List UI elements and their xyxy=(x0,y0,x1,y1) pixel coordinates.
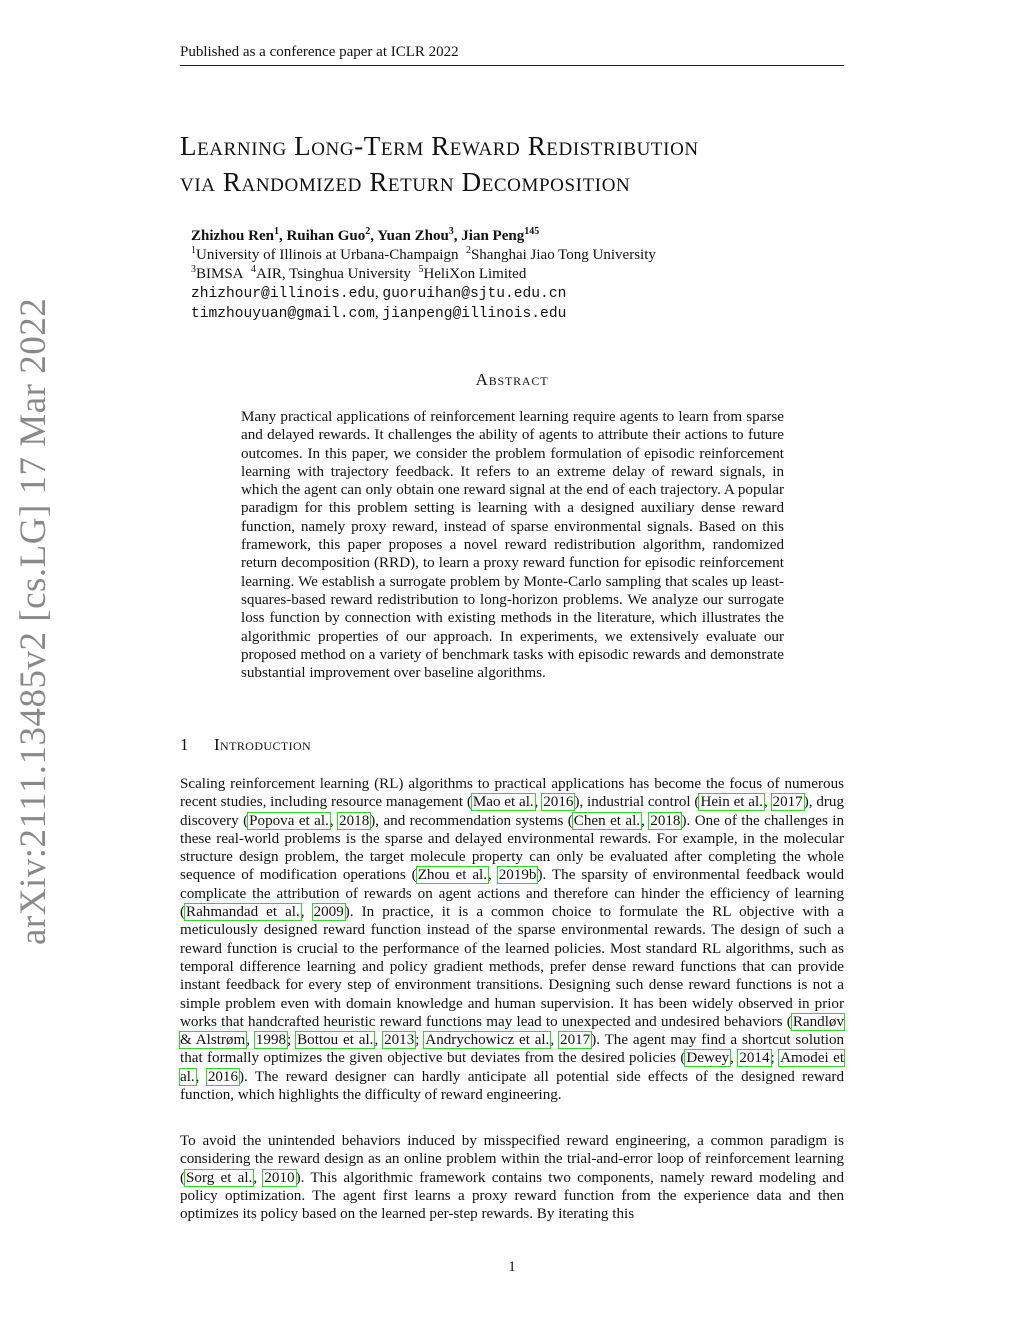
aff-sup: 3 xyxy=(191,264,196,275)
section-title: Introduction xyxy=(214,735,312,754)
arxiv-stamp[interactable]: arXiv:2111.13485v2 [cs.LG] 17 Mar 2022 xyxy=(13,297,54,945)
email-link[interactable]: jianpeng@illinois.edu xyxy=(382,306,567,322)
text-run: , xyxy=(534,794,543,811)
abstract-heading: Abstract xyxy=(475,370,549,389)
section-number: 1 xyxy=(180,735,189,754)
author-name: Yuan Zhou xyxy=(377,228,449,244)
citation-link[interactable]: 2010 xyxy=(264,1169,295,1186)
citation-link[interactable]: Dewey xyxy=(686,1050,730,1067)
text-run: , xyxy=(550,1032,560,1049)
text-run: ; xyxy=(770,1050,780,1067)
text-run: , xyxy=(763,794,772,811)
text-run: ). The reward designer can hardly anticipate all potential side effects of the designed reward function, which highlights the difficulty of reward engineering. xyxy=(180,1068,845,1104)
text-run: , xyxy=(374,1032,384,1049)
citation-link[interactable]: Zhou et al. xyxy=(417,867,487,884)
author-sup: 3 xyxy=(448,226,454,237)
paper-title xyxy=(180,128,860,200)
citation-link[interactable]: 2017 xyxy=(560,1032,591,1049)
citation-link[interactable]: Popova et al. xyxy=(249,812,329,829)
email-link[interactable]: zhizhour@illinois.edu xyxy=(191,286,375,302)
text-run: ), and recommendation systems ( xyxy=(370,812,573,829)
citation-link[interactable]: 1998 xyxy=(255,1032,287,1049)
author-sup: 2 xyxy=(365,226,371,237)
citation-link[interactable]: 2017 xyxy=(772,794,803,811)
text-run: , xyxy=(488,867,498,884)
text-run: ). This algorithmic framework contains two components, namely reward modeling and policy optimization. The agent first learns a proxy reward function from the experience data and then optimizes its policy based on the learned per-step rewards. By iterating this xyxy=(180,1169,844,1223)
page-number: 1 xyxy=(508,1259,516,1275)
affiliation: AIR, Tsinghua University xyxy=(256,266,411,282)
text-run: , xyxy=(730,1050,739,1067)
text-run: , xyxy=(246,1032,255,1049)
citation-link[interactable]: 2014 xyxy=(739,1050,770,1067)
text-run: ), industrial control ( xyxy=(574,794,700,811)
citation-link[interactable]: Amodei et al. xyxy=(180,1050,845,1085)
author-sup: 1 xyxy=(273,226,279,237)
author-sup: 145 xyxy=(524,226,540,237)
text-run: ), drug discovery ( xyxy=(180,794,844,829)
text-run: , xyxy=(195,1068,207,1085)
text-run: Scaling reinforcement learning (RL) algorithms to practical applications has become the focus of numerous recent studies, including resource management ( xyxy=(180,776,844,811)
text-run: ). The sparsity of environmental feedback would complicate the attribution of rewards on agent actions and therefore can hinder the efficiency of learning ( xyxy=(180,867,845,921)
citation-link[interactable]: Andrychowicz et al. xyxy=(425,1032,550,1049)
text-run: , xyxy=(329,812,339,829)
author-name: Zhizhou Ren xyxy=(191,228,274,244)
citation-link[interactable]: Randløv & Alstrøm xyxy=(180,1013,844,1049)
affiliation-line-2 xyxy=(191,265,831,284)
intro-paragraph-1 xyxy=(180,775,844,1104)
title-line-1: Learning Long-Term Reward Redistribution xyxy=(180,131,699,161)
affiliation: BIMSA xyxy=(196,266,244,282)
email-link[interactable]: timzhouyuan@gmail.com xyxy=(191,306,375,322)
affiliation: HeliXon Limited xyxy=(423,266,527,282)
aff-sup: 2 xyxy=(465,245,471,256)
aff-sup: 1 xyxy=(191,245,196,256)
email-line-2: timzhouyuan@gmail.com, jianpeng@illinois.edu xyxy=(191,305,567,322)
citation-link[interactable]: Bottou et al. xyxy=(297,1032,374,1049)
text-run: ). One of the challenges in these real-world problems is the sparse and delayed environmental rewards. For example, in the molecular structure design problem, the target molecule property can only be evaluated after completing the whole sequence of modification operations ( xyxy=(180,812,845,884)
citation-link[interactable]: 2019b xyxy=(498,867,537,884)
text-run: ; xyxy=(287,1032,297,1049)
text-run: ). The agent may find a shortcut solution that formally optimizes the given objective but deviates from the desired policies ( xyxy=(180,1032,845,1067)
aff-sup: 5 xyxy=(418,264,424,275)
citation-link[interactable]: Mao et al. xyxy=(472,794,534,811)
text-run: ). In practice, it is a common choice to formulate the RL objective with a meticulously designed reward function instead of the sparse environmental rewards. The design of such a reward function is crucial to the performance of the learned policies. Most standard RL algorithms, such as temporal difference learning and policy gradient methods, prefer dense reward functions that can provide instant feedback for every step of environment transitions. Designing such dense reward functions is not a simple problem even with domain knowledge and human supervision. It has been widely observed in prior works that handcrafted heuristic reward functions may lead to unexpected and undesired behaviors ( xyxy=(180,904,844,1030)
running-header: Published as a conference paper at ICLR 2022 xyxy=(180,44,459,60)
citation-link[interactable]: 2016 xyxy=(543,794,574,811)
section-heading xyxy=(180,735,844,755)
citation-link[interactable]: 2018 xyxy=(339,812,370,829)
header-rule xyxy=(180,65,844,66)
citation-link[interactable]: 2013 xyxy=(384,1032,415,1049)
intro-paragraph-2 xyxy=(180,1132,844,1223)
affiliation: University of Illinois at Urbana-Champaign xyxy=(196,247,459,263)
author-block xyxy=(191,227,831,324)
citation-link[interactable]: Rahmandad et al. xyxy=(186,904,300,921)
citation-link[interactable]: Hein et al. xyxy=(700,794,763,811)
abstract-body: Many practical applications of reinforcement learning require agents to learn from sparse and delayed rewards. It challenges the ability of agents to attribute their actions to future outcomes. In this paper, we consider the problem formulation of episodic reinforcement learning with trajectory feedback. It refers to an extreme delay of reward signals, in which the agent can only obtain one reward signal at the end of each trajectory. A popular paradigm for this problem setting is learning with a designed auxiliary dense reward function, namely proxy reward, instead of sparse environmental signals. Based on this framework, this paper proposes a novel reward redistribution algorithm, randomized return decomposition (RRD), to learn a proxy reward function for episodic reinforcement learning. We establish a surrogate problem by Monte-Carlo sampling that scales up least-squares-based reward redistribution to long-horizon problems. We analyze our surrogate loss function by connection with existing methods in the literature, which illustrates the algorithmic properties of our approach. In experiments, we extensively evaluate our proposed method on a variety of benchmark tasks with episodic rewards and demonstrate substantial improvement over baseline algorithms. xyxy=(241,409,784,682)
text-run: To avoid the unintended behaviors induced by misspecified reward engineering, a common paradigm is considering the reward design as an online problem within the trial-and-error loop of reinforcement learning ( xyxy=(180,1133,844,1186)
text-run: , xyxy=(300,904,313,921)
citation-link[interactable]: 2009 xyxy=(313,904,344,921)
author-name: Ruihan Guo xyxy=(286,228,366,244)
aff-sup: 4 xyxy=(251,264,257,275)
email-link[interactable]: guoruihan@sjtu.edu.cn xyxy=(382,286,567,302)
citation-link[interactable]: Sorg et al. xyxy=(186,1169,253,1186)
citation-link[interactable]: Chen et al. xyxy=(573,812,641,829)
citation-link[interactable]: 2016 xyxy=(207,1068,238,1085)
title-line-2: via Randomized Return Decomposition xyxy=(180,167,631,197)
text-run: , xyxy=(641,812,650,829)
author-name: Jian Peng xyxy=(461,228,525,244)
text-run: ; xyxy=(415,1032,425,1049)
author-names: Zhizhou Ren$^1$, Ruihan Guo$^2$, Yuan Zhou$^3$, Jian Peng$^{145}$ xyxy=(191,226,540,244)
affiliation: Shanghai Jiao Tong University xyxy=(470,247,656,263)
email-line-1: zhizhour@illinois.edu, guoruihan@sjtu.edu.cn xyxy=(191,285,567,302)
citation-link[interactable]: 2018 xyxy=(650,812,681,829)
affiliation-line-1 xyxy=(191,246,831,265)
text-run: , xyxy=(253,1169,264,1186)
